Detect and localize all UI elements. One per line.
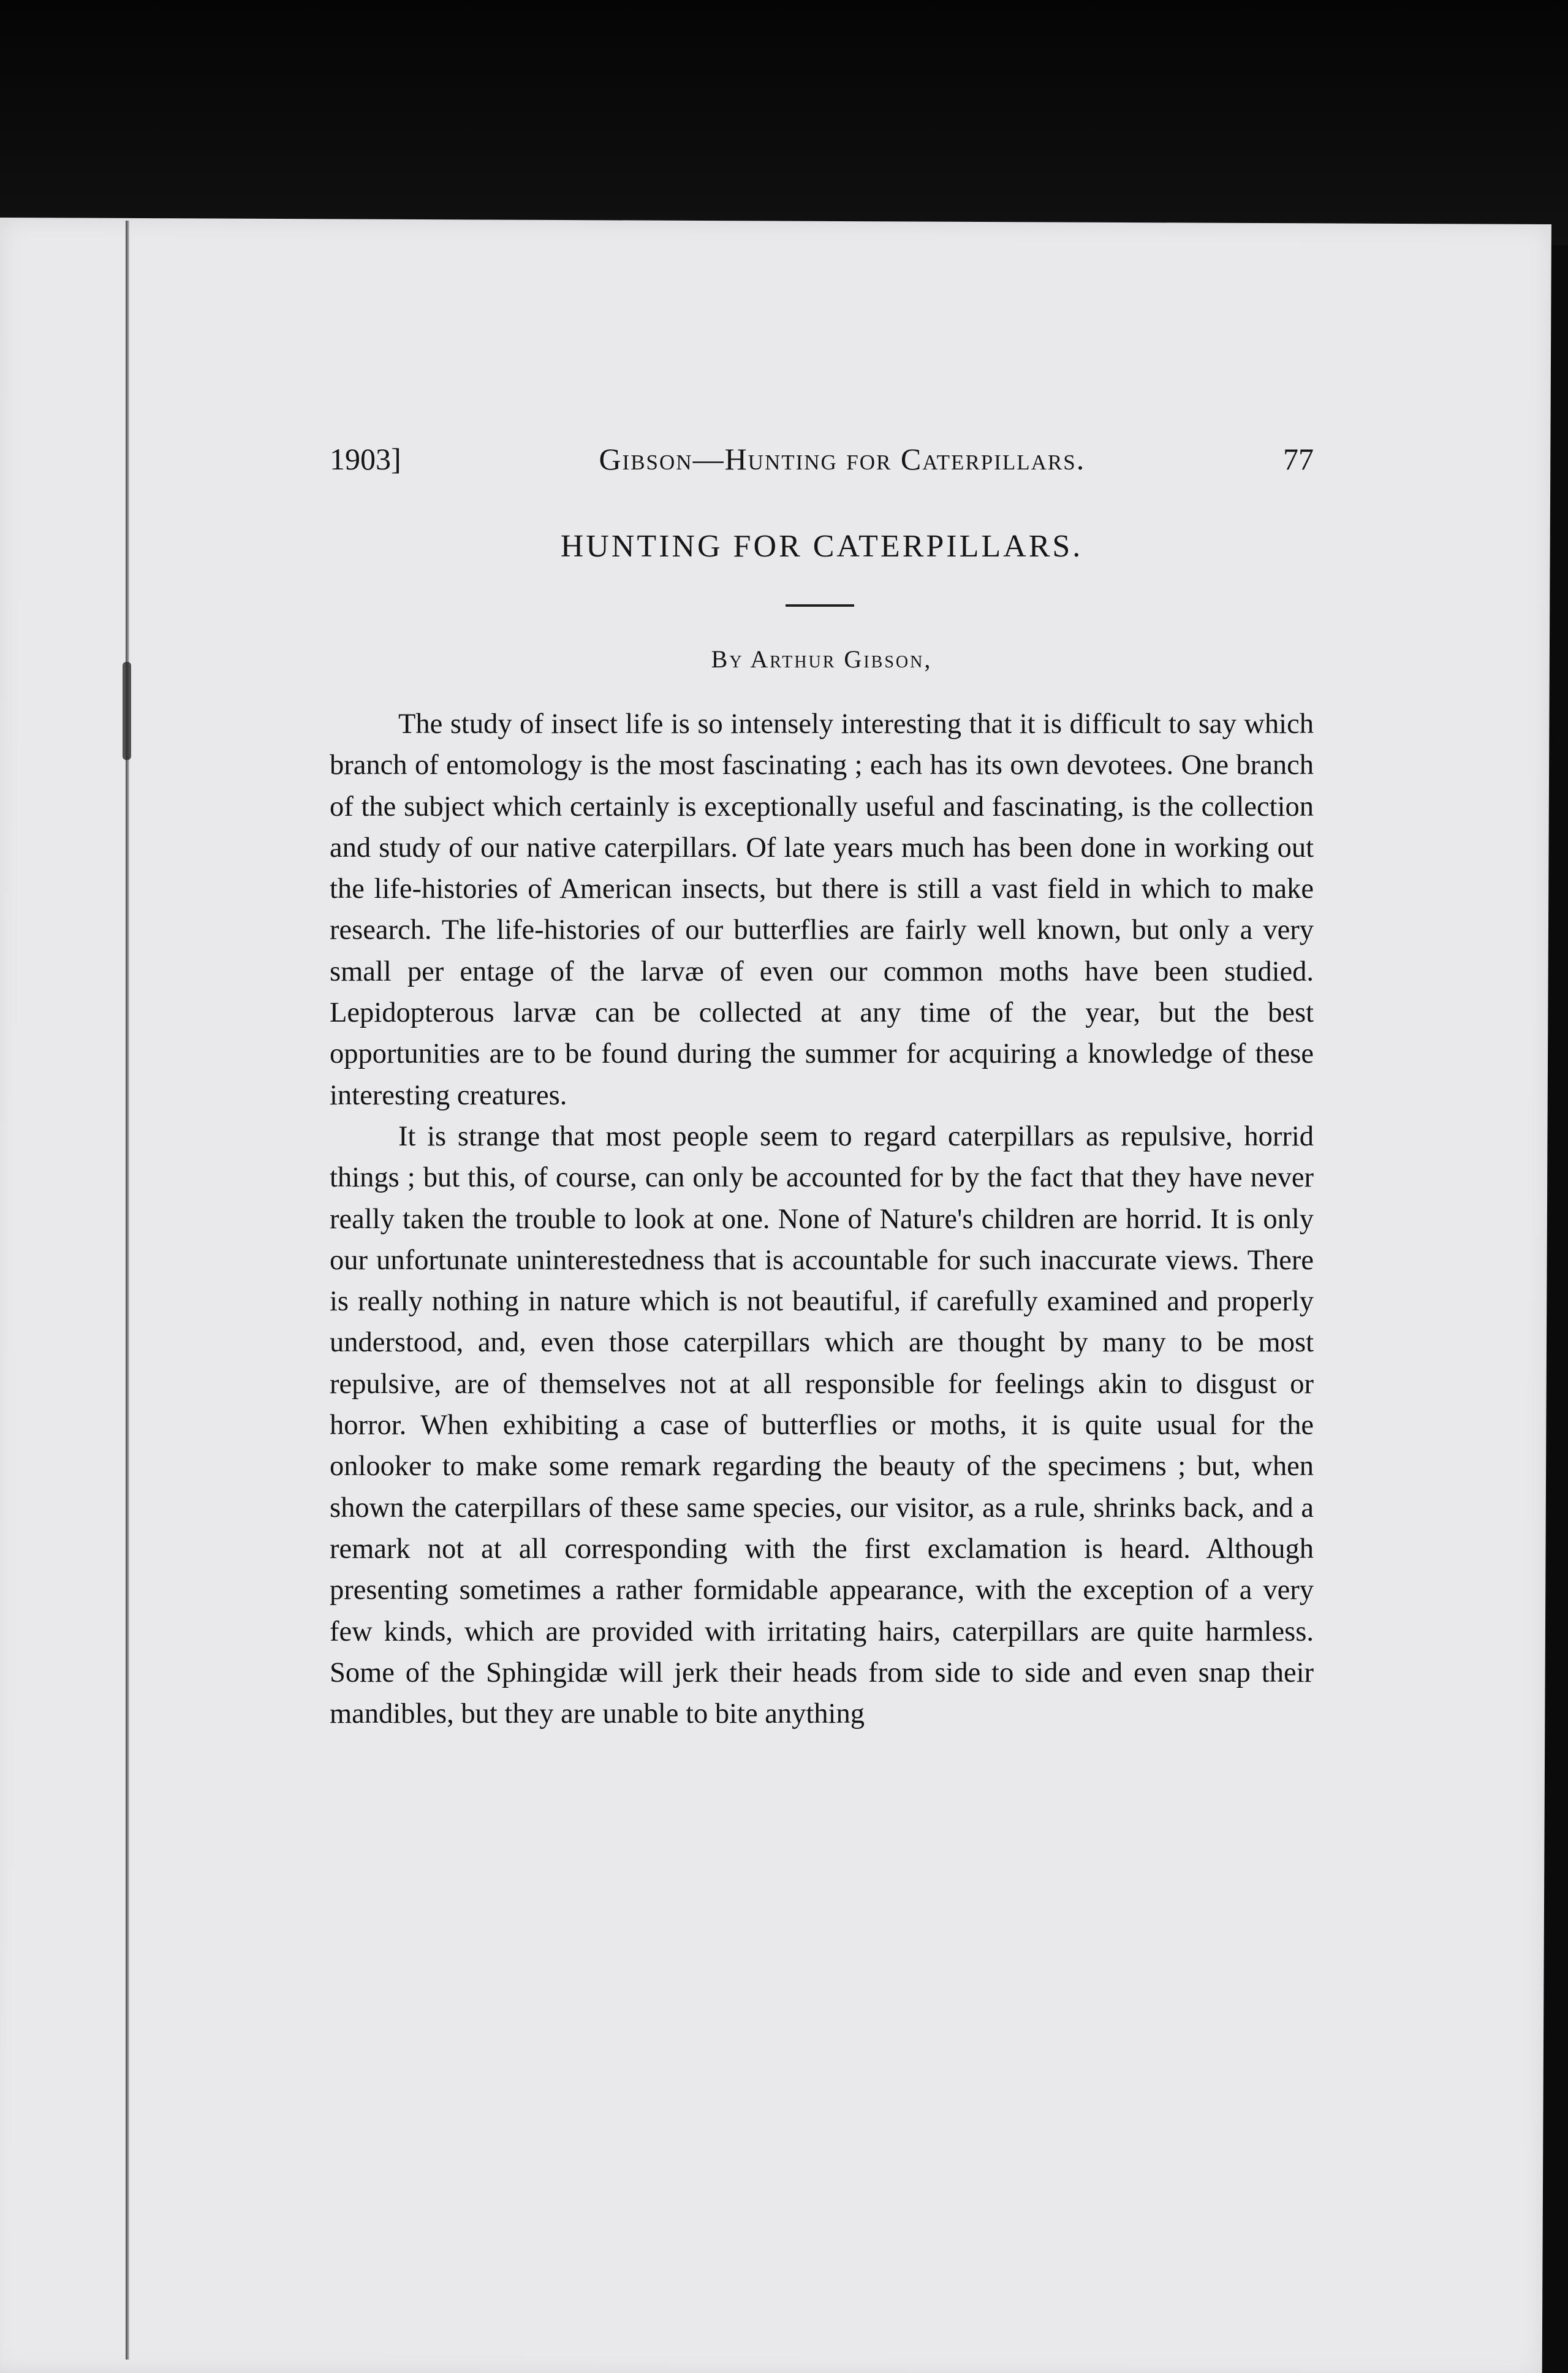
title-rule — [786, 604, 854, 607]
paragraph-2: It is strange that most people seem to regard caterpillars as repulsive, horrid things ; but this, of course, can only be accounted for by the fact that they have never really taken the trouble to look at one. None of Nature's children are horrid. It is only our unfortunate uninterestedness that is accountable for such inaccurate views. There is really nothing in nature which is not beautiful, if carefully examined and properly understood, and, even those caterpillars which are thought by many to be most repulsive, are of themselves not at all responsible for feelings akin to disgust or horror. When exhibiting a case of butterflies or moths, it is quite usual for the onlooker to make some remark regarding the beauty of the specimens ; but, when shown the caterpillars of these same species, our visitor, as a rule, shrinks back, and a remark not at all corresponding with the first exclamation is heard. Although presenting sometimes a rather formidable appearance, with the exception of a very few kinds, which are provided with irritating hairs, caterpillars are quite harmless. Some of the Sphingidæ will jerk their heads from side to side and even snap their mandibles, but they are unable to bite anything — [330, 1120, 1314, 1730]
article-body — [330, 704, 1314, 1734]
header-running-title: Gibson—Hunting for Caterpillars. — [599, 442, 1086, 476]
page-binding-edge — [126, 221, 129, 2360]
running-head — [330, 441, 1314, 496]
page-number: 77 — [1283, 442, 1314, 476]
header-year: 1903] — [330, 442, 401, 476]
article-title: HUNTING FOR CATERPILLARS. — [560, 529, 1083, 564]
article-byline: By Arthur Gibson, — [711, 645, 933, 673]
scan-background — [0, 0, 1568, 245]
paragraph-1: The study of insect life is so intensely interesting that it is difficult to say which branch of entomology is the most fascinating ; each has its own devotees. One branch of the subject which certainly is exceptionally useful and fascinating, is the collection and study of our native caterpillars. Of late years much has been done in working out the life-histories of American insects, but there is still a vast field in which to make research. The life-histories of our butterflies are fairly well known, but only a very small per entage of the larvæ of even our common moths have been studied. Lepidopterous larvæ can be collected at any time of the year, but the best opportunities are to be found during the summer for acquiring a knowledge of these interesting creatures. — [330, 708, 1314, 1111]
binding-mark — [123, 662, 131, 760]
